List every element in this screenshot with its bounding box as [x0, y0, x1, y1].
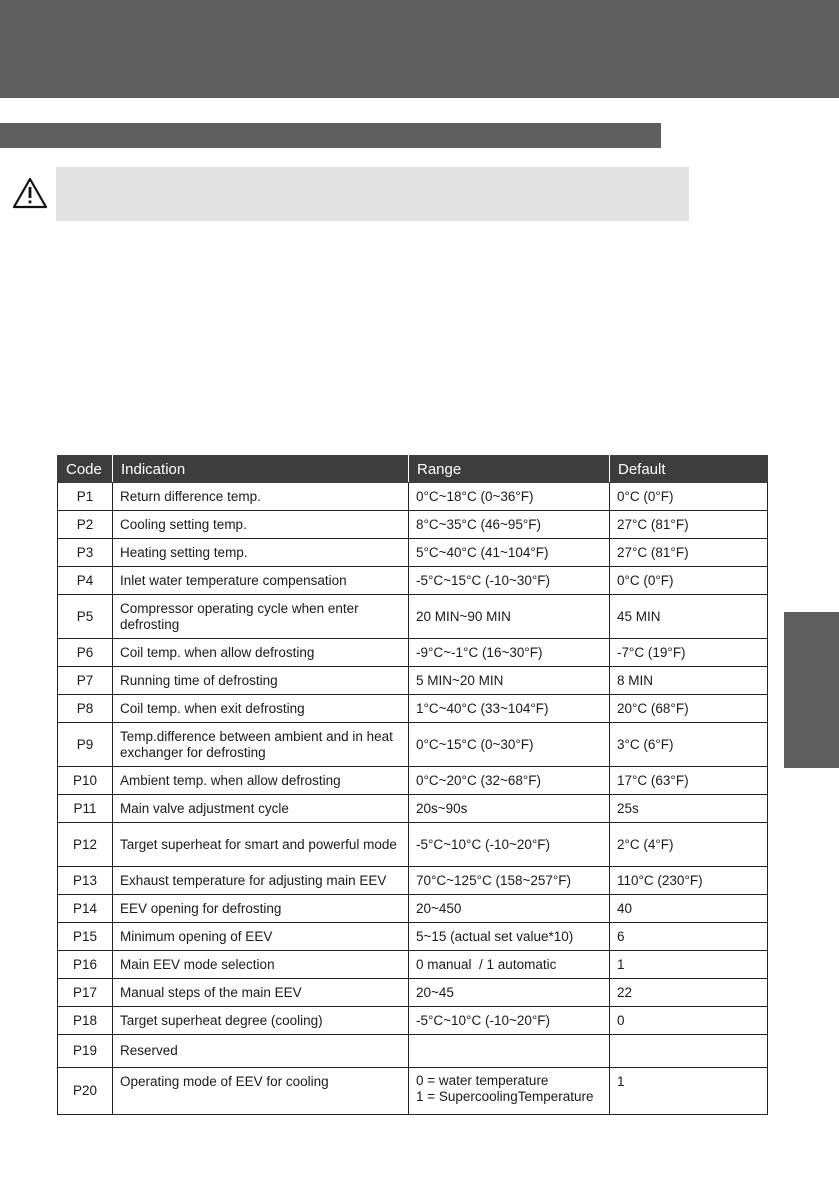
cell-range: -5°C~15°C (-10~30°F)	[409, 567, 610, 595]
cell-indication: Ambient temp. when allow defrosting	[113, 767, 409, 795]
cell-default: 2°C (4°F)	[610, 823, 768, 867]
cell-code: P8	[58, 695, 113, 723]
cell-default: 20°C (68°F)	[610, 695, 768, 723]
cell-indication: Return difference temp.	[113, 483, 409, 511]
cell-default: 6	[610, 923, 768, 951]
cell-code: P20	[58, 1068, 113, 1115]
cell-default: 0°C (0°F)	[610, 483, 768, 511]
cell-range: 70°C~125°C (158~257°F)	[409, 867, 610, 895]
cell-code: P3	[58, 539, 113, 567]
cell-range: -5°C~10°C (-10~20°F)	[409, 1007, 610, 1035]
warning-box	[56, 167, 689, 221]
cell-range: 20~450	[409, 895, 610, 923]
warning-icon	[12, 177, 48, 209]
cell-indication: Compressor operating cycle when enter defrosting	[113, 595, 409, 639]
cell-code: P12	[58, 823, 113, 867]
table-row	[58, 483, 768, 511]
header-default: Default	[610, 456, 768, 483]
cell-code: P13	[58, 867, 113, 895]
header-indication: Indication	[113, 456, 409, 483]
parameter-table	[57, 455, 768, 1115]
cell-indication: Manual steps of the main EEV	[113, 979, 409, 1007]
table-row	[58, 695, 768, 723]
cell-default: 3°C (6°F)	[610, 723, 768, 767]
table-row	[58, 823, 768, 867]
table-row	[58, 639, 768, 667]
cell-indication: Coil temp. when exit defrosting	[113, 695, 409, 723]
side-tab	[784, 612, 839, 768]
cell-default: -7°C (19°F)	[610, 639, 768, 667]
cell-indication: Cooling setting temp.	[113, 511, 409, 539]
cell-code: P15	[58, 923, 113, 951]
cell-range: 20s~90s	[409, 795, 610, 823]
cell-indication: Operating mode of EEV for cooling	[113, 1068, 409, 1115]
cell-default	[610, 1035, 768, 1068]
cell-range: 0°C~18°C (0~36°F)	[409, 483, 610, 511]
table-row	[58, 923, 768, 951]
cell-code: P1	[58, 483, 113, 511]
cell-indication: Reserved	[113, 1035, 409, 1068]
cell-default: 27°C (81°F)	[610, 539, 768, 567]
cell-range: 1°C~40°C (33~104°F)	[409, 695, 610, 723]
cell-range: -9°C~-1°C (16~30°F)	[409, 639, 610, 667]
table-row	[58, 1035, 768, 1068]
cell-indication: Target superheat for smart and powerful mode	[113, 823, 409, 867]
cell-default: 1	[610, 951, 768, 979]
cell-indication: EEV opening for defrosting	[113, 895, 409, 923]
cell-indication: Temp.difference between ambient and in heat exchanger for defrosting	[113, 723, 409, 767]
cell-default: 8 MIN	[610, 667, 768, 695]
cell-indication: Coil temp. when allow defrosting	[113, 639, 409, 667]
cell-indication: Heating setting temp.	[113, 539, 409, 567]
cell-indication: Exhaust temperature for adjusting main EEV	[113, 867, 409, 895]
table-row	[58, 979, 768, 1007]
cell-range: 5~15 (actual set value*10)	[409, 923, 610, 951]
cell-default: 27°C (81°F)	[610, 511, 768, 539]
cell-range-line: 1 = SupercoolingTemperature	[416, 1089, 594, 1104]
table-row	[58, 511, 768, 539]
cell-range: 0°C~20°C (32~68°F)	[409, 767, 610, 795]
cell-default: 17°C (63°F)	[610, 767, 768, 795]
cell-default: 22	[610, 979, 768, 1007]
cell-range: 8°C~35°C (46~95°F)	[409, 511, 610, 539]
cell-code: P19	[58, 1035, 113, 1068]
section-title-bar	[0, 123, 661, 148]
cell-default: 45 MIN	[610, 595, 768, 639]
cell-range: 5 MIN~20 MIN	[409, 667, 610, 695]
cell-indication: Minimum opening of EEV	[113, 923, 409, 951]
cell-code: P5	[58, 595, 113, 639]
cell-indication: Main valve adjustment cycle	[113, 795, 409, 823]
cell-default: 0°C (0°F)	[610, 567, 768, 595]
cell-default: 25s	[610, 795, 768, 823]
cell-code: P18	[58, 1007, 113, 1035]
cell-default: 110°C (230°F)	[610, 867, 768, 895]
cell-code: P10	[58, 767, 113, 795]
cell-default: 0	[610, 1007, 768, 1035]
table-row	[58, 595, 768, 639]
cell-range: 20 MIN~90 MIN	[409, 595, 610, 639]
cell-code: P17	[58, 979, 113, 1007]
table-row	[58, 1007, 768, 1035]
cell-range: -5°C~10°C (-10~20°F)	[409, 823, 610, 867]
cell-range: 5°C~40°C (41~104°F)	[409, 539, 610, 567]
top-banner	[0, 0, 839, 98]
cell-code: P6	[58, 639, 113, 667]
cell-code: P9	[58, 723, 113, 767]
table-row	[58, 539, 768, 567]
cell-range-line: 0 = water temperature	[416, 1073, 549, 1088]
table-row	[58, 895, 768, 923]
cell-range	[409, 1035, 610, 1068]
cell-default: 1	[610, 1068, 768, 1115]
cell-indication: Main EEV mode selection	[113, 951, 409, 979]
table-row	[58, 667, 768, 695]
cell-code: P7	[58, 667, 113, 695]
table-header-row	[58, 456, 768, 483]
cell-range: 20~45	[409, 979, 610, 1007]
table-row	[58, 1068, 768, 1115]
cell-code: P4	[58, 567, 113, 595]
header-code: Code	[58, 456, 113, 483]
cell-code: P11	[58, 795, 113, 823]
cell-code: P2	[58, 511, 113, 539]
table-row	[58, 767, 768, 795]
cell-indication: Target superheat degree (cooling)	[113, 1007, 409, 1035]
table-row	[58, 567, 768, 595]
table-row	[58, 723, 768, 767]
cell-indication: Inlet water temperature compensation	[113, 567, 409, 595]
cell-code: P14	[58, 895, 113, 923]
cell-indication: Running time of defrosting	[113, 667, 409, 695]
cell-range	[409, 1068, 610, 1115]
table-row	[58, 795, 768, 823]
table-row	[58, 951, 768, 979]
cell-range: 0 manual / 1 automatic	[409, 951, 610, 979]
cell-range: 0°C~15°C (0~30°F)	[409, 723, 610, 767]
cell-code: P16	[58, 951, 113, 979]
header-range: Range	[409, 456, 610, 483]
table-row	[58, 867, 768, 895]
cell-default: 40	[610, 895, 768, 923]
